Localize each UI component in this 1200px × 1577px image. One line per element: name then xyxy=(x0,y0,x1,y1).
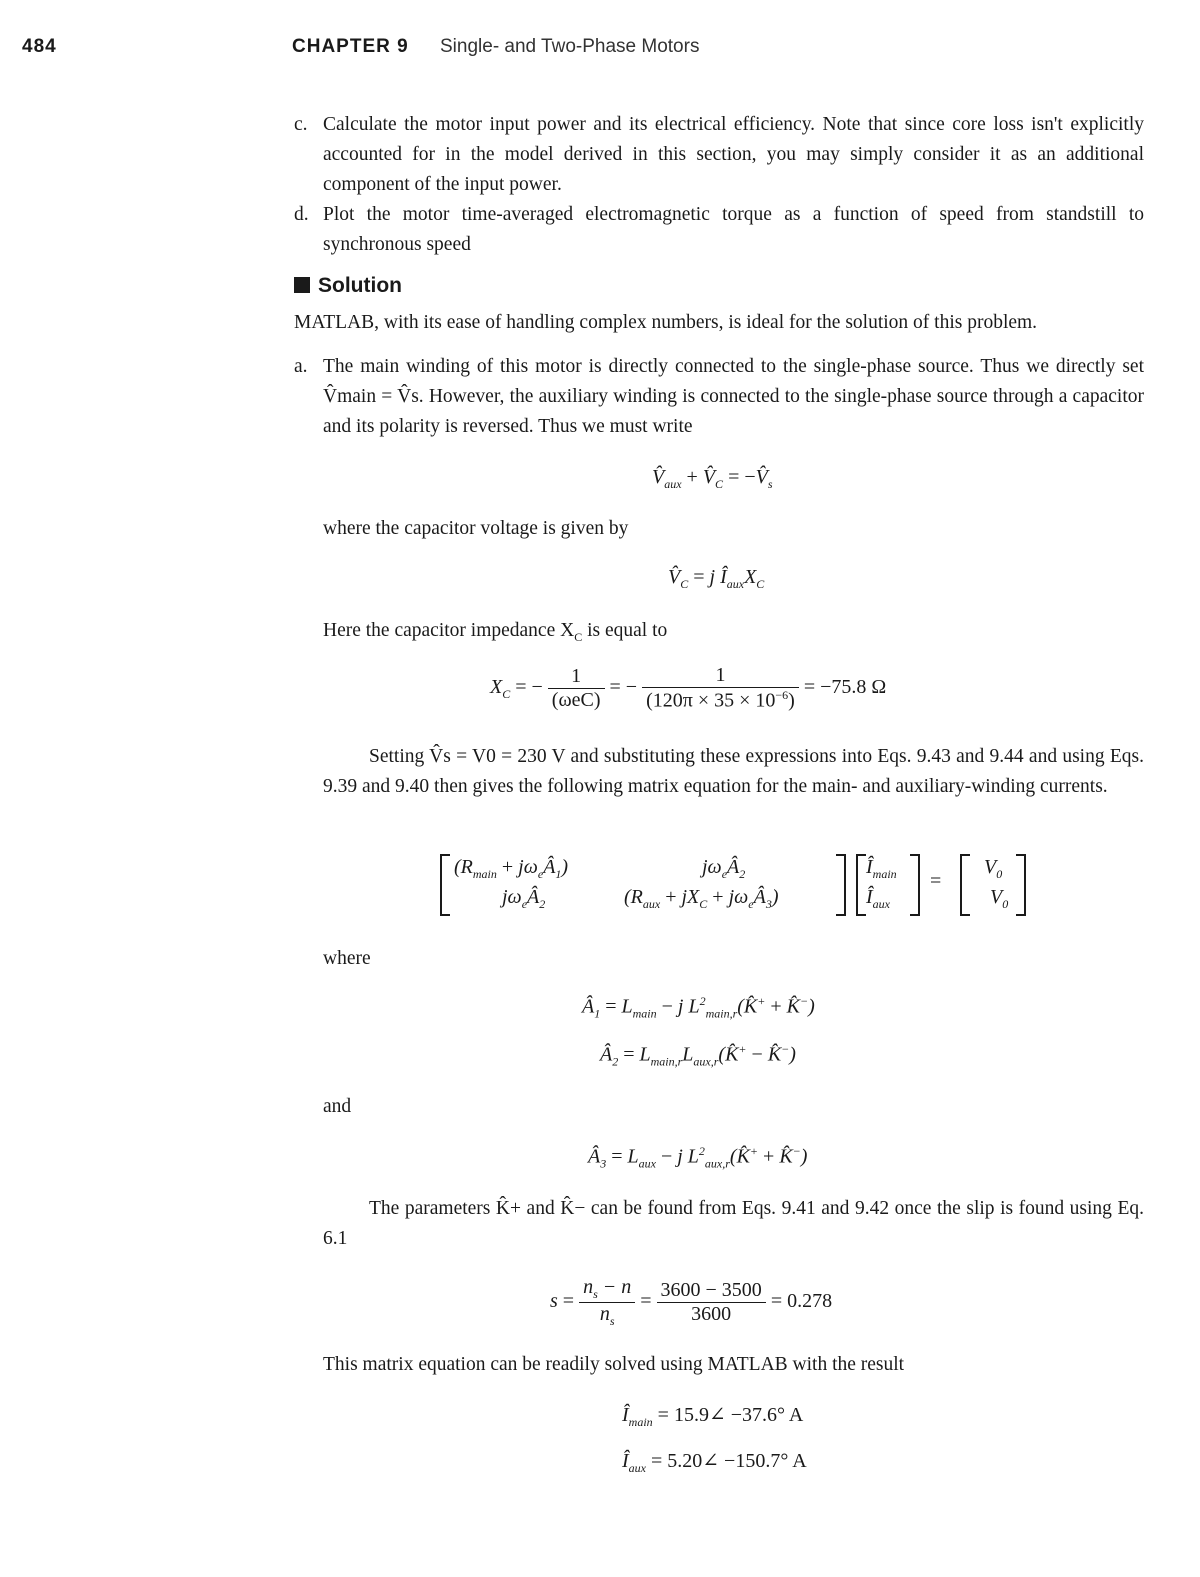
item-label: d. xyxy=(294,204,309,225)
setting-paragraph: Setting V̂s = V0 = 230 V and substituting these expressions into Eqs. 9.43 and 9.44 and using Eqs. 9.39 and 9.40 then gives the following matrix equation for the main- and auxiliary-winding currents. xyxy=(323,746,1144,797)
parameters-paragraph: The parameters K̂+ and K̂− can be found from Eqs. 9.41 and 9.42 once the slip is found using Eq. 6.1 xyxy=(323,1198,1144,1249)
square-bullet-icon xyxy=(294,277,310,293)
equation-slip: s = $\frac{n_s - n}{n_s}$ = $\frac{3600 - 3500}{3600}$ = 0.278 xyxy=(550,1276,833,1328)
chapter-title: Single- and Two-Phase Motors xyxy=(440,36,700,57)
equation-xc: $X_C$ = − $\frac{1}{\text{(ωeC)}}$ = − $\frac{1}{(120\pi \times 35 \times 10^{-6})}$ = −75.8 Ω xyxy=(490,664,887,712)
list-item-c xyxy=(294,110,1144,200)
equation-vc: $V̂_C = j$ $Î_{aux}X_C$ xyxy=(668,566,765,591)
matrix-equation: ($R_{main}$ + $j\omega_eÂ_1$) $j\omega_eÂ_2$ $j\omega_eÂ_2$ ($R_{aux} + jX_C$ + $j\omega_eÂ_3$) $Î_{main}$ $Î_{aux}$ = $V_0$ $V_0$ xyxy=(440,854,1040,920)
equation-a1: $Â_1 = L_{main} - j$ $L^2_{main,r}(K̂^+$ + K̂−) xyxy=(582,994,815,1021)
item-label: c. xyxy=(294,114,308,135)
item-text: Calculate the motor input power and its electrical efficiency. Note that since core loss isn't explicitly accounted for in the model derived in this section, you may simply consider it as an additional component of the input power. xyxy=(323,114,1144,195)
list-item-a xyxy=(294,352,1144,442)
equation-a3: $Â_3 = L_{aux} - j$ $L^2_{aux,r}(K̂^+$ + K̂−) xyxy=(588,1144,808,1171)
capacitor-impedance-text: Here the capacitor impedance $X_C$ is equal to xyxy=(323,620,668,644)
item-label: a. xyxy=(294,356,308,377)
solution-heading: Solution xyxy=(294,274,402,298)
item-text: The main winding of this motor is directly connected to the single-phase source. Thus we directly set V̂main = V̂s. However, the auxiliary winding is connected to the single-phase source through a capacitor and its polarity is reversed. Thus we must write xyxy=(323,356,1144,437)
equation-vaux: $V̂_{aux}$ + $V̂_C$ = $-V̂_s$ xyxy=(652,466,773,491)
chapter-label: CHAPTER 9 xyxy=(292,36,409,57)
where-capacitor-text: where the capacitor voltage is given by xyxy=(323,518,629,539)
equation-a2: $Â_2$ = $L_{main,r}L_{aux,r}(K̂^+$ − K̂−) xyxy=(600,1042,796,1069)
equation-imain-result: $Î_{main}$ = 15.9∠ −37.6° A xyxy=(622,1404,804,1429)
list-item-d xyxy=(294,200,1144,260)
solution-intro: MATLAB, with its ease of handling complex numbers, is ideal for the solution of this problem. xyxy=(294,312,1038,333)
page-number: 484 xyxy=(22,36,57,57)
and-text: and xyxy=(323,1096,352,1117)
item-text: Plot the motor time-averaged electromagnetic torque as a function of speed from standstill to synchronous speed xyxy=(323,204,1144,255)
equation-iaux-result: $Î_{aux}$ = 5.20∠ −150.7° A xyxy=(622,1450,807,1475)
matrix-result-text: This matrix equation can be readily solved using MATLAB with the result xyxy=(323,1354,905,1375)
where-text: where xyxy=(323,948,371,969)
